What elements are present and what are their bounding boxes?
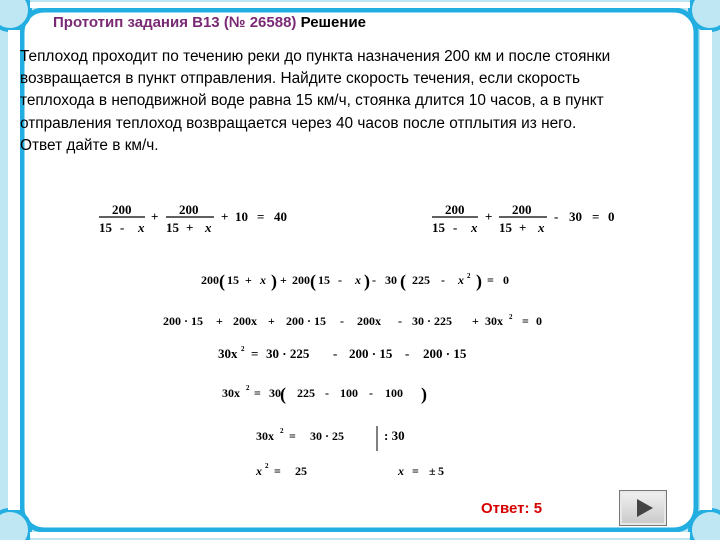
coefficient: 200 — [201, 273, 219, 287]
frac1-denominator-const: 15 — [99, 220, 112, 235]
frac1-numerator: 200 — [112, 202, 132, 217]
frac2-denominator-const: 15 — [499, 220, 512, 235]
term: 200x — [233, 314, 257, 328]
exponent: 2 — [246, 384, 250, 392]
frac1-denominator-op: - — [453, 220, 458, 235]
slide-title: Прототип задания B13 (№ 26588) — [53, 14, 297, 31]
operator: - — [372, 273, 376, 287]
constant: 10 — [235, 209, 248, 224]
rhs-value: 5 — [438, 464, 444, 478]
operator: + — [268, 314, 275, 328]
term: 30x — [485, 314, 503, 328]
operator: + — [245, 273, 252, 287]
exponent: 2 — [467, 272, 471, 280]
operator: + — [472, 314, 479, 328]
term: 200 · 15 — [163, 314, 204, 328]
plus-sign: + — [485, 209, 493, 224]
term: 100 — [385, 386, 403, 400]
equals-sign: = — [522, 314, 529, 328]
equals-sign: = — [257, 209, 265, 224]
close-paren: ) — [271, 271, 277, 291]
play-triangle-icon — [637, 499, 653, 517]
equation-8 — [255, 462, 307, 478]
operator: - — [333, 346, 338, 361]
plus-minus-sign: ± — [429, 464, 436, 478]
equals-sign: = — [289, 429, 296, 443]
frac2-numerator: 200 — [179, 202, 199, 217]
variable: x — [355, 273, 361, 287]
plus-sign: + — [151, 209, 159, 224]
operator: - — [325, 386, 329, 400]
variable: x — [260, 273, 266, 287]
equation-3 — [201, 271, 509, 292]
frac1-denominator-const: 15 — [432, 220, 445, 235]
equation-2 — [432, 202, 615, 235]
term: 30 · 225 — [266, 346, 310, 361]
frac1-numerator: 200 — [445, 202, 465, 217]
problem-line: возвращается в пункт отправления. Найдите скорость течения, если скорость — [20, 70, 580, 88]
operator: - — [369, 386, 373, 400]
equals-sign: = — [251, 346, 259, 361]
slide-subtitle: Решение — [300, 14, 367, 31]
rhs-value: 0 — [608, 209, 615, 224]
lhs-term: 30x — [256, 429, 274, 443]
operator: - — [398, 314, 402, 328]
frac1-denominator-var: x — [471, 220, 478, 235]
equals-sign: = — [592, 209, 600, 224]
rhs-value: 0 — [536, 314, 542, 328]
coefficient: 30 — [269, 386, 281, 400]
equation-6 — [222, 384, 427, 405]
equation-4 — [163, 313, 542, 328]
frac2-denominator-op: + — [519, 220, 527, 235]
term: 200 · 15 — [423, 346, 467, 361]
divide-note: : 30 — [384, 428, 405, 443]
problem-line: теплохода в неподвижной воде равна 15 км/ч, стоянка длится 10 часов, а в пункт — [20, 92, 604, 110]
term: 15 — [318, 273, 330, 287]
close-paren: ) — [476, 271, 482, 291]
lhs-term: 30x — [222, 386, 240, 400]
frac2-denominator-var: x — [538, 220, 545, 235]
term: 225 — [297, 386, 315, 400]
exponent: 2 — [241, 345, 245, 353]
open-paren: ( — [219, 271, 225, 291]
equation-5 — [218, 345, 467, 361]
problem-line: Ответ дайте в км/ч. — [20, 136, 159, 154]
answer-text: Ответ: 5 — [481, 500, 543, 517]
exponent: 2 — [280, 427, 284, 435]
minus-sign: - — [554, 209, 559, 224]
term: 100 — [340, 386, 358, 400]
close-paren: ) — [421, 384, 427, 404]
rhs-value: 25 — [295, 464, 307, 478]
open-paren: ( — [310, 271, 316, 291]
term: 200 · 15 — [349, 346, 393, 361]
exponent: 2 — [509, 313, 513, 321]
equation-9 — [397, 464, 444, 478]
coefficient: 200 — [292, 273, 310, 287]
problem-line: отправления теплоход возвращается через 40 часов после отплытия из него. — [20, 114, 577, 132]
rhs-value: 30 · 25 — [310, 429, 345, 443]
frac2-denominator-op: + — [186, 220, 194, 235]
coefficient: 30 — [385, 273, 397, 287]
variable: x — [458, 273, 464, 287]
equals-sign: = — [274, 464, 281, 478]
equation-7 — [256, 426, 405, 451]
frac2-denominator-var: x — [205, 220, 212, 235]
term: 225 — [412, 273, 430, 287]
operator: - — [441, 273, 445, 287]
rhs-value: 40 — [274, 209, 287, 224]
close-paren: ) — [364, 271, 370, 291]
operator: - — [405, 346, 410, 361]
operator: - — [340, 314, 344, 328]
frac1-denominator-var: x — [138, 220, 145, 235]
lhs-term: x — [398, 464, 404, 478]
operator: + — [216, 314, 223, 328]
equation-1 — [99, 202, 287, 235]
lhs-term: x — [256, 464, 262, 478]
exponent: 2 — [265, 462, 269, 470]
frac2-denominator-const: 15 — [166, 220, 179, 235]
lhs-term: 30x — [218, 346, 238, 361]
open-paren: ( — [400, 271, 406, 291]
equals-sign: = — [254, 386, 261, 400]
equals-sign: = — [487, 273, 494, 287]
term: 15 — [227, 273, 239, 287]
term: 200x — [357, 314, 381, 328]
rhs-value: 0 — [503, 273, 509, 287]
operator: + — [280, 273, 287, 287]
frac1-denominator-op: - — [120, 220, 125, 235]
frac2-numerator: 200 — [512, 202, 532, 217]
problem-line: Теплоход проходит по течению реки до пункта назначения 200 км и после стоянки — [20, 48, 611, 65]
term: 30 · 225 — [412, 314, 453, 328]
next-slide-button[interactable] — [619, 490, 667, 526]
operator: - — [338, 273, 342, 287]
plus-sign: + — [221, 209, 229, 224]
open-paren: ( — [280, 384, 286, 404]
term: 200 · 15 — [286, 314, 327, 328]
equals-sign: = — [412, 464, 419, 478]
constant: 30 — [569, 209, 582, 224]
